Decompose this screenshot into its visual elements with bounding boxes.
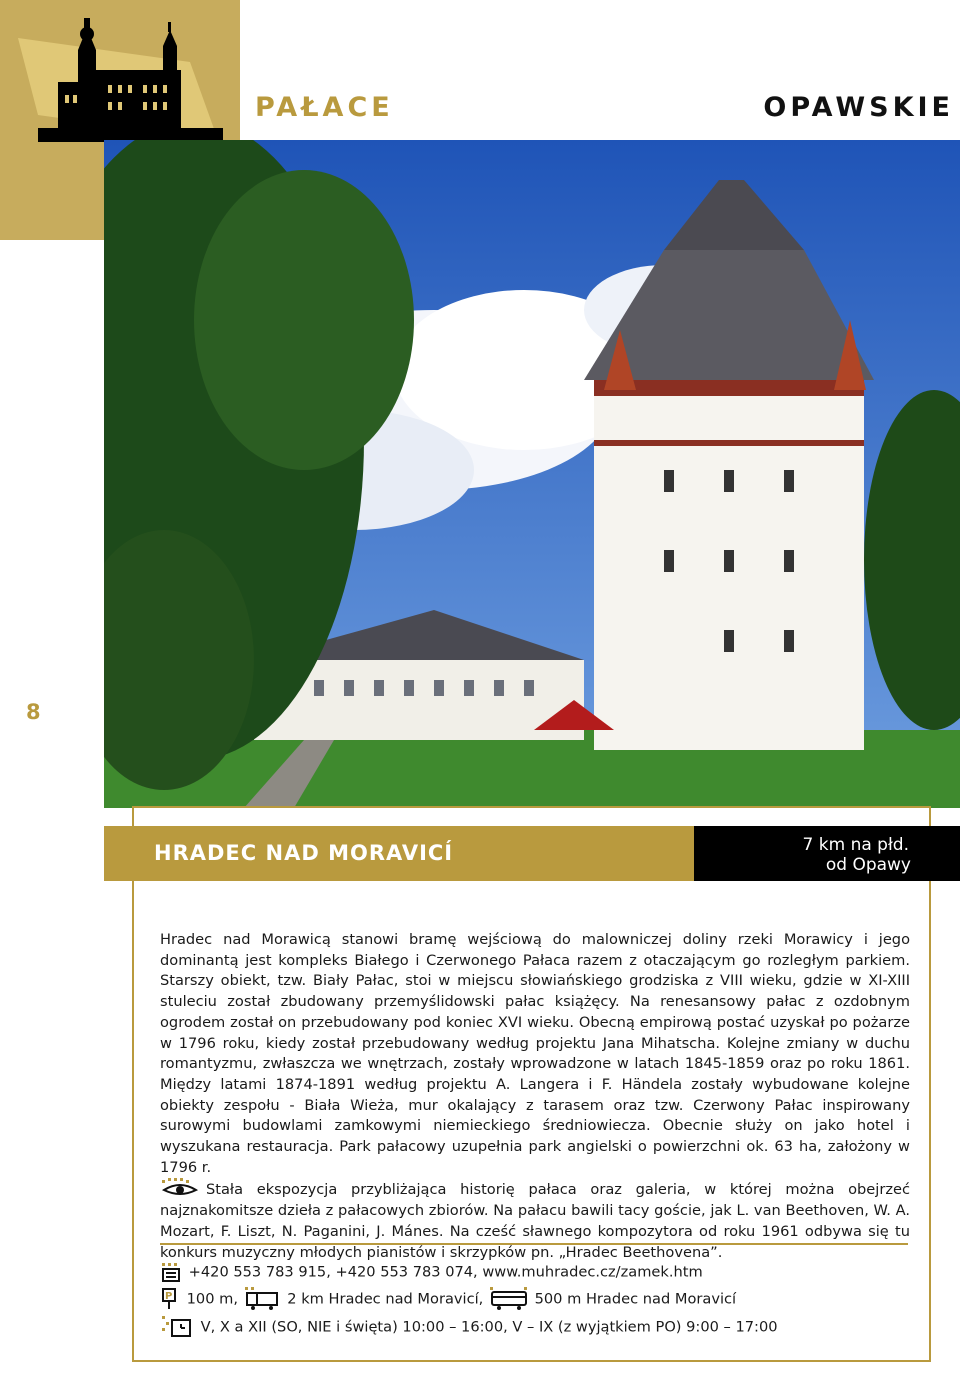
place-name: HRADEC NAD MORAVICÍ — [154, 841, 454, 865]
parking-icon — [160, 1287, 182, 1311]
divider — [160, 1243, 908, 1245]
castle-icon — [18, 10, 228, 160]
contact-line-transport — [160, 1287, 736, 1311]
contact-line-phones — [160, 1261, 703, 1283]
place-name-bar — [104, 826, 694, 881]
castle-photo-illustration — [104, 140, 960, 808]
contact-line-hours — [160, 1314, 778, 1340]
distance-line2: od Opawy — [825, 855, 911, 875]
phone-icon — [160, 1261, 184, 1283]
opening-hours: V, X a XII (SO, NIE i święta) 10:00 – 16:00, V – IX (z wyjątkiem PO) 9:00 – 17:00 — [200, 1318, 778, 1336]
train-icon — [243, 1287, 283, 1311]
opening-hours-icon — [160, 1314, 196, 1340]
bus-stop: 500 m Hradec nad Moravicí — [534, 1290, 737, 1308]
castle-photo — [104, 140, 960, 808]
eye-icon — [160, 1178, 202, 1198]
page-number: 8 — [26, 700, 41, 724]
region-title: OPAWSKIE — [763, 92, 954, 123]
section-title: PAŁACE — [255, 92, 394, 123]
train-station: 2 km Hradec nad Moravicí, — [287, 1290, 484, 1308]
distance-box — [694, 826, 960, 881]
description — [160, 930, 910, 1263]
description-paragraph-2-text: Stała ekspozycja przybliżająca historię pałaca oraz galeria, w której można obejrzeć najznakomitsze dzieła z pałacowych zbiorów. Na pałacu bawili tacy goście, jak L. van Beethoven, W. A. Mozart, F. Liszt, N. Paganini, J. Mánes. Na cześć sławnego kompozytora od roku 1961 odbywa się tu konkurs muzyczny młodych pianistów i skrzypków pn. „Hradec Beethovena”. — [160, 1181, 910, 1261]
description-paragraph-1: Hradec nad Morawicą stanowi bramę wejściową do malowniczej doliny rzeki Morawicy i jego dominantą jest kompleks Białego i Czerwonego Pałaca razem z otaczającym go rozległym parkiem. Starszy obiekt, tzw. Biały Pałac, stoi w miejscu słowiańskiego grodziska z VIII wieku, gdzie w XI-XIII stuleciu został zbudowany przemyślidowski pałac książęcy. Na renesansowy pałac z ozdobnym ogrodem został on przebudowany pod koniec XVI wieku. Obecną empirową postać uzyskał po pożarze w 1796 roku, kiedy został przebudowany według projektu Jana Mihatscha. Kolejne zmiany w duchu romantyzmu, zwłaszcza we wnętrzach, zostały wprowadzone w latach 1845-1859 oraz po roku 1861. Między latami 1874-1891 według projektu A. Langera i F. Händela zostały wybudowane kolejne obiekty zespołu - Biała Wieża, mur okalający z tarasem oraz tzw. Czerwony Pałac inspirowany surowymi budowlami zamkowymi niemieckiego średniowiecza. Obecnie służy on jako hotel i wyszukana restauracja. Park pałacowy uzupełnia park angielski o powierzchni ok. 63 ha, założony w 1796 r. — [160, 931, 910, 1176]
description-paragraph-2 — [160, 1178, 910, 1263]
parking-distance: 100 m, — [186, 1290, 238, 1308]
phones-and-website: +420 553 783 915, +420 553 783 074, www.muhradec.cz/zamek.htm — [188, 1263, 703, 1281]
svg-text:P: P — [165, 1291, 173, 1302]
distance-line1: 7 km na płd. — [802, 835, 909, 855]
bus-icon — [488, 1287, 530, 1311]
